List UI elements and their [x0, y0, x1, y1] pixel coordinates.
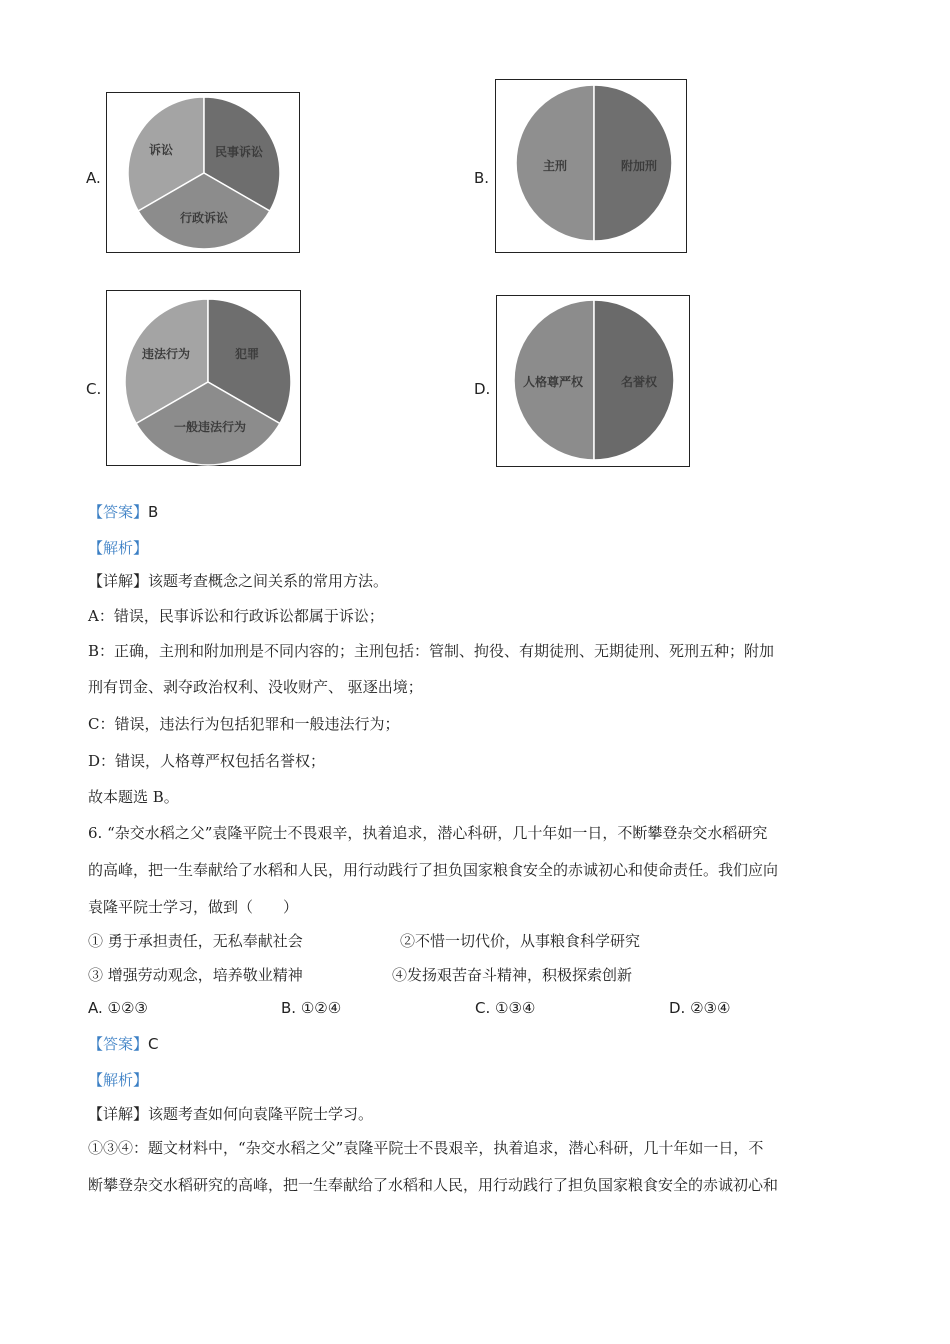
q6-analysis-line	[88, 1070, 148, 1090]
pie-a-label-1: 民事诉讼	[214, 145, 264, 159]
pie-b-label-1: 附加刑	[620, 159, 658, 173]
q6-item-1: ① 勇于承担责任，无私奉献社会	[88, 932, 303, 950]
q6-stem-line-2: 的高峰，把一生奉献给了水稻和人民，用行动践行了担负国家粮食安全的赤诚初心和使命责任。我们应向	[88, 861, 779, 879]
q6-answer-value: C	[148, 1035, 159, 1053]
pie-d-label-1: 名誉权	[620, 375, 658, 389]
q5-answer-value: B	[148, 503, 159, 521]
option-b-pie-chart	[495, 79, 687, 253]
q6-choice-d: D. ②③④	[669, 999, 731, 1017]
q6-detail-line	[88, 1104, 373, 1124]
option-a-pie-svg	[107, 93, 301, 254]
option-b-pie-svg	[496, 80, 688, 254]
q6-detail-text: 该题考查如何向袁隆平院士学习。	[148, 1105, 374, 1123]
option-a-pie-chart	[106, 92, 300, 253]
q6-answer-tag: 【答案】	[88, 1035, 149, 1053]
option-c-letter: C.	[86, 380, 102, 398]
q5-explain-d: D：错误，人格尊严权包括名誉权；	[88, 752, 326, 770]
q6-detail-tag: 【详解】	[88, 1105, 149, 1123]
option-c-pie-chart	[106, 290, 301, 466]
q5-explain-c: C：错误，违法行为包括犯罪和一般违法行为；	[88, 715, 400, 733]
q6-choice-b: B. ①②④	[281, 999, 342, 1017]
q6-explain-line-1: ①③④：题文材料中，“杂交水稻之父”袁隆平院士不畏艰辛，执着追求，潜心科研，几十年如一日，不	[88, 1139, 764, 1157]
q6-item-4: ④发扬艰苦奋斗精神，积极探索创新	[392, 966, 633, 984]
option-a-letter: A.	[86, 169, 101, 187]
option-d-pie-chart	[496, 295, 690, 467]
q5-detail-text: 该题考查概念之间关系的常用方法。	[148, 572, 389, 590]
pie-a-label-2: 行政诉讼	[179, 211, 229, 225]
q5-explain-a: A：错误，民事诉讼和行政诉讼都属于诉讼；	[88, 607, 384, 625]
pie-c-label-1: 犯罪	[234, 347, 260, 361]
q6-choice-a: A. ①②③	[88, 999, 148, 1017]
option-d-letter: D.	[474, 380, 491, 398]
option-c-pie-svg	[107, 291, 302, 467]
q5-explain-b-cont: 刑有罚金、剥夺政治权利、没收财产、 驱逐出境；	[88, 678, 423, 696]
q5-detail-tag: 【详解】	[88, 572, 149, 590]
q5-analysis-tag: 【解析】	[88, 539, 149, 557]
q6-answer-line	[88, 1034, 159, 1054]
q5-answer-tag: 【答案】	[88, 503, 149, 521]
q6-choice-c: C. ①③④	[475, 999, 536, 1017]
q5-analysis-line	[88, 538, 148, 558]
q6-stem-line-1: 6. “杂交水稻之父”袁隆平院士不畏艰辛，执着追求，潜心科研，几十年如一日，不断攀登杂交水稻研究	[88, 824, 768, 842]
pie-c-label-2: 一般违法行为	[173, 420, 247, 434]
option-b-letter: B.	[474, 169, 490, 187]
pie-a-label-0: 诉讼	[148, 143, 174, 157]
pie-d-label-0: 人格尊严权	[522, 375, 584, 389]
q5-conclusion: 故本题选 B。	[88, 788, 179, 806]
pie-c-label-0: 违法行为	[141, 347, 191, 361]
q6-explain-line-2: 断攀登杂交水稻研究的高峰，把一生奉献给了水稻和人民，用行动践行了担负国家粮食安全的赤诚初心和	[88, 1176, 779, 1194]
q6-analysis-tag: 【解析】	[88, 1071, 149, 1089]
option-d-pie-svg	[497, 296, 691, 468]
q5-answer-line	[88, 502, 158, 522]
q6-item-2: ②不惜一切代价，从事粮食科学研究	[400, 932, 641, 950]
q5-explain-b: B：正确，主刑和附加刑是不同内容的；主刑包括：管制、拘役、有期徒刑、无期徒刑、死刑五种；附加	[88, 642, 775, 660]
q6-item-3: ③ 增强劳动观念，培养敬业精神	[88, 966, 303, 984]
q5-detail-line	[88, 571, 388, 591]
pie-b-label-0: 主刑	[542, 159, 568, 173]
q6-stem-line-3: 袁隆平院士学习，做到（ ）	[88, 898, 299, 916]
